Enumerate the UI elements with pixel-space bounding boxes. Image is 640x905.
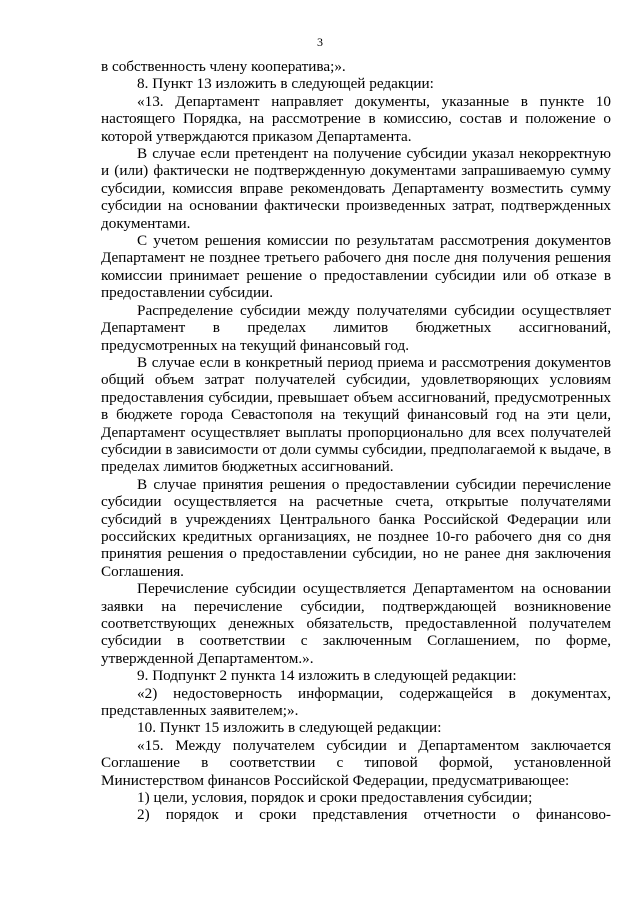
paragraph-transfer-accounts: В случае принятия решения о предоставлении субсидии перечисление субсидии осуществляется на расчетные счета, открытые получателями субсидий в учреждениях Центрального банка Российской Федерации или российских кредитных организациях, не позднее 10-го рабочего дня со дня принятия решения о предоставлении субсидии, но не ранее дня заключения Соглашения.	[101, 475, 611, 580]
document-body	[101, 58, 611, 824]
paragraph-list-item-2: 2) порядок и сроки представления отчетности о финансово-	[137, 806, 611, 824]
paragraph-continuation: в собственность члену кооператива;».	[101, 58, 346, 75]
paragraph-commission-decision: С учетом решения комиссии по результатам рассмотрения документов Департамент не позднее третьего рабочего дня после дня получения решения комиссии принимает решение о предоставлении субсидии или об отказе в предоставлении субсидии.	[101, 232, 611, 302]
paragraph-clause-15: «15. Между получателем субсидии и Департаментом заключается Соглашение в соответствии с типовой формой, установленной Министерством финансов Российской Федерации, предусматривающее:	[101, 736, 611, 789]
paragraph-incorrect-amount: В случае если претендент на получение субсидии указал некорректную и (или) фактически не подтвержденную документами запрашиваемую сумму субсидии, комиссия вправе рекомендовать Департаменту возместить сумму субсидии на основании фактически произведенных затрат, подтвержденных документами.	[101, 145, 611, 232]
paragraph-proportional-payment: В случае если в конкретный период приема и рассмотрения документов общий объем затрат получателей субсидии, удовлетворяющих условиям предоставления субсидии, превышает объем ассигнований, предусмотренных в бюджете города Севастополя на текущий финансовый год на эти цели, Департамент осуществляет выплаты пропорционально для всех получателей субсидии в зависимости от доли суммы субсидии, предполагаемой к выдаче, в пределах лимитов бюджетных ассигнований.	[101, 353, 611, 476]
page-number: 3	[317, 35, 323, 49]
paragraph-clause-13: «13. Департамент направляет документы, указанные в пункте 10 настоящего Порядка, на рассмотрение в комиссию, состав и положение о которой утверждаются приказом Департамента.	[101, 92, 611, 145]
paragraph-distribution: Распределение субсидии между получателями субсидии осуществляет Департамент в пределах лимитов бюджетных ассигнований, предусмотренных на текущий финансовый год.	[101, 301, 611, 354]
paragraph-item-9: 9. Подпункт 2 пункта 14 изложить в следующей редакции:	[137, 667, 517, 685]
paragraph-item-10: 10. Пункт 15 изложить в следующей редакции:	[137, 719, 442, 737]
paragraph-item-8: 8. Пункт 13 изложить в следующей редакции:	[137, 75, 434, 93]
paragraph-transfer-basis: Перечисление субсидии осуществляется Департаментом на основании заявки на перечисление субсидии, подтверждающей возникновение соответствующих денежных обязательств, предоставленной получателем субсидии в соответствии с заключенным Соглашением, по форме, утвержденной Департаментом.».	[101, 580, 611, 667]
paragraph-subclause-2: «2) недостоверность информации, содержащейся в документах, представленных заявителем;».	[101, 684, 611, 720]
paragraph-list-item-1: 1) цели, условия, порядок и сроки предоставления субсидии;	[137, 789, 533, 807]
